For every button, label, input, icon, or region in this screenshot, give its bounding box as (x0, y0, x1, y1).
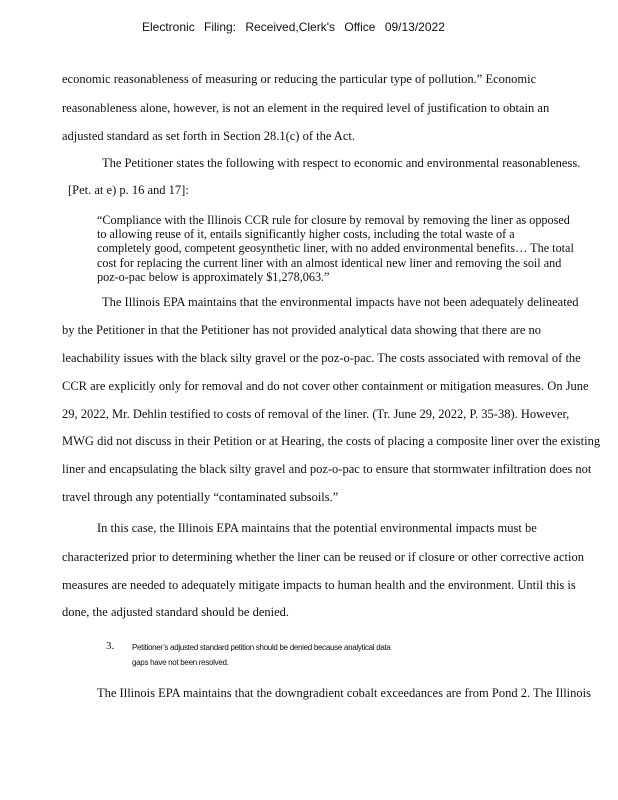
section-heading (132, 640, 432, 670)
quote-line: cost for replacing the current liner with an almost identical new liner and removing the soil and (97, 255, 562, 270)
section-heading-line: Petitioner’s adjusted standard petition should be denied because analytical data (132, 643, 391, 652)
quote-line: to allowing reuse of it, entails significantly higher costs, including the total waste of a (97, 227, 515, 242)
body-line: done, the adjusted standard should be denied. (62, 605, 290, 619)
body-line: liner and encapsulating the black silty gravel and poz-o-pac to ensure that stormwater infiltration does not (62, 462, 592, 476)
body-line: The Illinois EPA maintains that the environmental impacts have not been adequately delineated (102, 295, 579, 309)
body-line: economic reasonableness of measuring or reducing the particular type of pollution.” Economic (62, 72, 537, 86)
section-heading-line: gaps have not been resolved. (132, 658, 229, 667)
section-number: 3. (106, 640, 115, 652)
body-line: 29, 2022, Mr. Dehlin testified to costs of removal of the liner. (Tr. June 29, 2022, P. 35-38). However, (62, 407, 570, 421)
citation-line: [Pet. at e) p. 16 and 17]: (68, 183, 189, 197)
quote-line: “Compliance with the Illinois CCR rule for closure by removal by removing the liner as opposed (97, 213, 570, 227)
body-line: The Petitioner states the following with respect to economic and environmental reasonableness. (102, 156, 581, 170)
body-line: travel through any potentially “contaminated subsoils.” (62, 490, 339, 504)
body-line: leachability issues with the black silty gravel or the poz-o-pac. The costs associated with removal of the (62, 351, 581, 365)
body-line: reasonableness alone, however, is not an element in the required level of justification to obtain an (62, 101, 550, 115)
filing-header: Electronic Filing: Received,Clerk's Office 09/13/2022 (142, 20, 445, 34)
body-line: adjusted standard as set forth in Section 28.1(c) of the Act. (62, 129, 355, 143)
body-line: characterized prior to determining whether the liner can be reused or if closure or other corrective action (62, 550, 584, 564)
block-quote (97, 213, 617, 284)
quote-line: completely good, competent geosynthetic liner, with no added environmental benefits… The total (97, 241, 574, 256)
body-line: MWG did not discuss in their Petition or at Hearing, the costs of placing a composite liner over the existing (62, 434, 601, 448)
body-line: In this case, the Illinois EPA maintains that the potential environmental impacts must be (97, 521, 537, 535)
body-line: measures are needed to adequately mitigate impacts to human health and the environment. Until this is (62, 578, 576, 592)
body-line: The Illinois EPA maintains that the downgradient cobalt exceedances are from Pond 2. The Illinois (97, 686, 591, 700)
quote-line: poz-o-pac below is approximately $1,278,063.” (97, 269, 330, 284)
body-line: CCR are explicitly only for removal and do not cover other containment or mitigation measures. On June (62, 379, 589, 393)
body-line: by the Petitioner in that the Petitioner has not provided analytical data showing that there are no (62, 323, 542, 337)
